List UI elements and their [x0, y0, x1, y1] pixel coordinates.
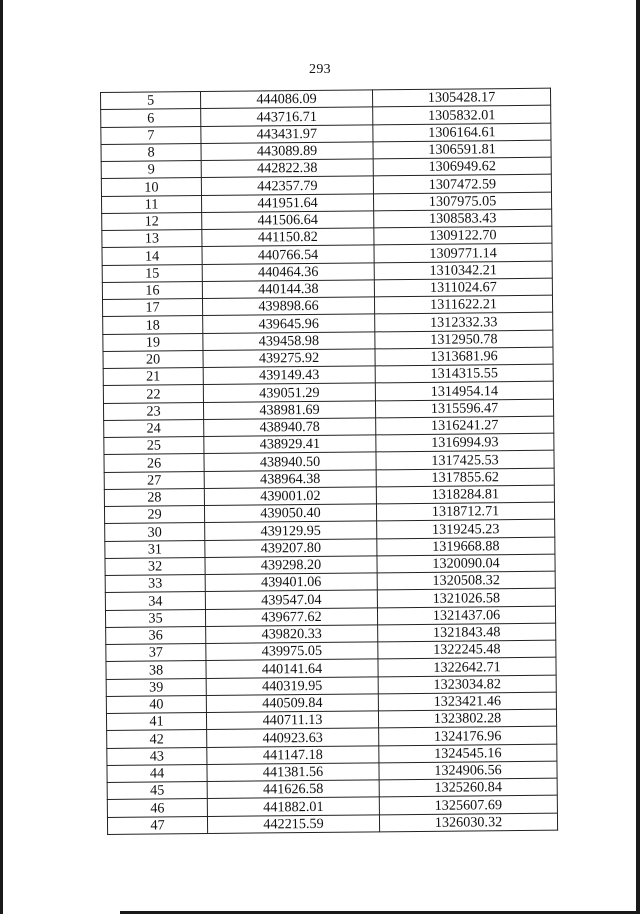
- y-coordinate-cell: 1318712.71: [376, 502, 554, 521]
- x-coordinate-cell: 441147.18: [207, 745, 379, 764]
- y-coordinate-cell: 1323034.82: [378, 675, 556, 694]
- x-coordinate-cell: 439677.62: [205, 607, 377, 626]
- point-number-cell: 34: [105, 592, 205, 610]
- point-number-cell: 13: [102, 230, 202, 248]
- x-coordinate-cell: 439207.80: [205, 538, 377, 557]
- x-coordinate-cell: 441150.82: [202, 228, 374, 247]
- x-coordinate-cell: 439298.20: [205, 556, 377, 575]
- point-number-cell: 30: [105, 523, 205, 541]
- y-coordinate-cell: 1311622.21: [374, 295, 552, 314]
- y-coordinate-cell: 1322642.71: [378, 657, 556, 676]
- y-coordinate-cell: 1314315.55: [375, 364, 553, 383]
- x-coordinate-cell: 438940.50: [204, 452, 376, 471]
- x-coordinate-cell: 439051.29: [203, 383, 375, 402]
- x-coordinate-cell: 439275.92: [203, 349, 375, 368]
- x-coordinate-cell: 441951.64: [201, 193, 373, 212]
- point-number-cell: 17: [102, 299, 202, 317]
- coordinates-table: [100, 88, 558, 835]
- y-coordinate-cell: 1324906.56: [379, 761, 557, 780]
- y-coordinate-cell: 1326030.32: [379, 813, 557, 832]
- y-coordinate-cell: 1306949.62: [373, 157, 551, 176]
- y-coordinate-cell: 1324545.16: [379, 744, 557, 763]
- x-coordinate-cell: 439458.98: [203, 331, 375, 350]
- x-coordinate-cell: 442215.59: [207, 814, 379, 833]
- point-number-cell: 19: [103, 333, 203, 351]
- point-number-cell: 15: [102, 264, 202, 282]
- x-coordinate-cell: 443089.89: [201, 142, 373, 161]
- y-coordinate-cell: 1309122.70: [374, 226, 552, 245]
- point-number-cell: 44: [107, 764, 207, 782]
- point-number-cell: 43: [107, 747, 207, 765]
- y-coordinate-cell: 1321437.06: [377, 606, 555, 625]
- point-number-cell: 21: [103, 368, 203, 386]
- point-number-cell: 26: [104, 454, 204, 472]
- point-number-cell: 8: [101, 143, 201, 161]
- point-number-cell: 45: [107, 782, 207, 800]
- point-number-cell: 16: [102, 281, 202, 299]
- point-number-cell: 14: [102, 247, 202, 265]
- point-number-cell: 7: [101, 126, 201, 144]
- y-coordinate-cell: 1321026.58: [377, 588, 555, 607]
- point-number-cell: 42: [107, 730, 207, 748]
- x-coordinate-cell: 439001.02: [204, 487, 376, 506]
- x-coordinate-cell: 440923.63: [207, 728, 379, 747]
- y-coordinate-cell: 1311024.67: [374, 278, 552, 297]
- point-number-cell: 39: [106, 678, 206, 696]
- x-coordinate-cell: 438964.38: [204, 469, 376, 488]
- point-number-cell: 47: [107, 816, 207, 834]
- y-coordinate-cell: 1316994.93: [376, 433, 554, 452]
- x-coordinate-cell: 441381.56: [207, 763, 379, 782]
- table-body: [101, 88, 558, 834]
- point-number-cell: 18: [103, 316, 203, 334]
- x-coordinate-cell: 438940.78: [204, 418, 376, 437]
- point-number-cell: 11: [101, 195, 201, 213]
- x-coordinate-cell: 440464.36: [202, 262, 374, 281]
- point-number-cell: 24: [104, 419, 204, 437]
- y-coordinate-cell: 1325607.69: [379, 795, 557, 814]
- x-coordinate-cell: 442822.38: [201, 159, 373, 178]
- y-coordinate-cell: 1308583.43: [374, 209, 552, 228]
- y-coordinate-cell: 1306591.81: [373, 140, 551, 159]
- y-coordinate-cell: 1307472.59: [373, 174, 551, 193]
- y-coordinate-cell: 1313681.96: [375, 347, 553, 366]
- y-coordinate-cell: 1317855.62: [376, 468, 554, 487]
- x-coordinate-cell: 440319.95: [206, 676, 378, 695]
- x-coordinate-cell: 439129.95: [205, 521, 377, 540]
- point-number-cell: 31: [105, 540, 205, 558]
- y-coordinate-cell: 1318284.81: [376, 485, 554, 504]
- x-coordinate-cell: 444086.09: [201, 90, 373, 109]
- x-coordinate-cell: 441506.64: [202, 211, 374, 230]
- y-coordinate-cell: 1324176.96: [379, 726, 557, 745]
- point-number-cell: 38: [106, 661, 206, 679]
- x-coordinate-cell: 439820.33: [206, 625, 378, 644]
- x-coordinate-cell: 438981.69: [203, 400, 375, 419]
- y-coordinate-cell: 1315596.47: [375, 399, 553, 418]
- point-number-cell: 22: [103, 385, 203, 403]
- y-coordinate-cell: 1321843.48: [378, 623, 556, 642]
- y-coordinate-cell: 1325260.84: [379, 778, 557, 797]
- point-number-cell: 9: [101, 161, 201, 179]
- point-number-cell: 33: [105, 575, 205, 593]
- point-number-cell: 41: [106, 713, 206, 731]
- scan-border-left: [0, 0, 3, 914]
- y-coordinate-cell: 1320508.32: [377, 571, 555, 590]
- y-coordinate-cell: 1307975.05: [373, 192, 551, 211]
- point-number-cell: 29: [104, 506, 204, 524]
- x-coordinate-cell: 439050.40: [204, 504, 376, 523]
- x-coordinate-cell: 442357.79: [201, 176, 373, 195]
- point-number-cell: 36: [106, 626, 206, 644]
- y-coordinate-cell: 1319668.88: [377, 537, 555, 556]
- point-number-cell: 40: [106, 695, 206, 713]
- y-coordinate-cell: 1320090.04: [377, 554, 555, 573]
- x-coordinate-cell: 439547.04: [205, 590, 377, 609]
- point-number-cell: 46: [107, 799, 207, 817]
- x-coordinate-cell: 441882.01: [207, 797, 379, 816]
- point-number-cell: 32: [105, 557, 205, 575]
- point-number-cell: 28: [104, 488, 204, 506]
- table-row: [107, 813, 557, 835]
- y-coordinate-cell: 1314954.14: [375, 381, 553, 400]
- point-number-cell: 25: [104, 437, 204, 455]
- x-coordinate-cell: 440144.38: [202, 280, 374, 299]
- y-coordinate-cell: 1305428.17: [372, 88, 550, 107]
- y-coordinate-cell: 1319245.23: [377, 519, 555, 538]
- y-coordinate-cell: 1306164.61: [373, 123, 551, 142]
- point-number-cell: 23: [103, 402, 203, 420]
- point-number-cell: 12: [102, 212, 202, 230]
- x-coordinate-cell: 439645.96: [203, 314, 375, 333]
- page-number: 293: [309, 62, 331, 77]
- y-coordinate-cell: 1317425.53: [376, 450, 554, 469]
- x-coordinate-cell: 440509.84: [206, 694, 378, 713]
- point-number-cell: 6: [101, 109, 201, 127]
- x-coordinate-cell: 443716.71: [201, 107, 373, 126]
- x-coordinate-cell: 439401.06: [205, 573, 377, 592]
- x-coordinate-cell: 439149.43: [203, 366, 375, 385]
- point-number-cell: 20: [103, 350, 203, 368]
- x-coordinate-cell: 440141.64: [206, 659, 378, 678]
- y-coordinate-cell: 1312950.78: [375, 330, 553, 349]
- y-coordinate-cell: 1305832.01: [373, 105, 551, 124]
- x-coordinate-cell: 443431.97: [201, 124, 373, 143]
- x-coordinate-cell: 441626.58: [207, 780, 379, 799]
- x-coordinate-cell: 439975.05: [206, 642, 378, 661]
- x-coordinate-cell: 439898.66: [202, 297, 374, 316]
- x-coordinate-cell: 440766.54: [202, 245, 374, 264]
- y-coordinate-cell: 1323802.28: [378, 709, 556, 728]
- point-number-cell: 37: [106, 644, 206, 662]
- y-coordinate-cell: 1316241.27: [376, 416, 554, 435]
- scan-border-right: [636, 0, 640, 914]
- y-coordinate-cell: 1309771.14: [374, 243, 552, 262]
- point-number-cell: 5: [101, 92, 201, 110]
- x-coordinate-cell: 440711.13: [206, 711, 378, 730]
- y-coordinate-cell: 1312332.33: [375, 312, 553, 331]
- point-number-cell: 10: [101, 178, 201, 196]
- y-coordinate-cell: 1322245.48: [378, 640, 556, 659]
- y-coordinate-cell: 1323421.46: [378, 692, 556, 711]
- y-coordinate-cell: 1310342.21: [374, 261, 552, 280]
- point-number-cell: 35: [105, 609, 205, 627]
- x-coordinate-cell: 438929.41: [204, 435, 376, 454]
- point-number-cell: 27: [104, 471, 204, 489]
